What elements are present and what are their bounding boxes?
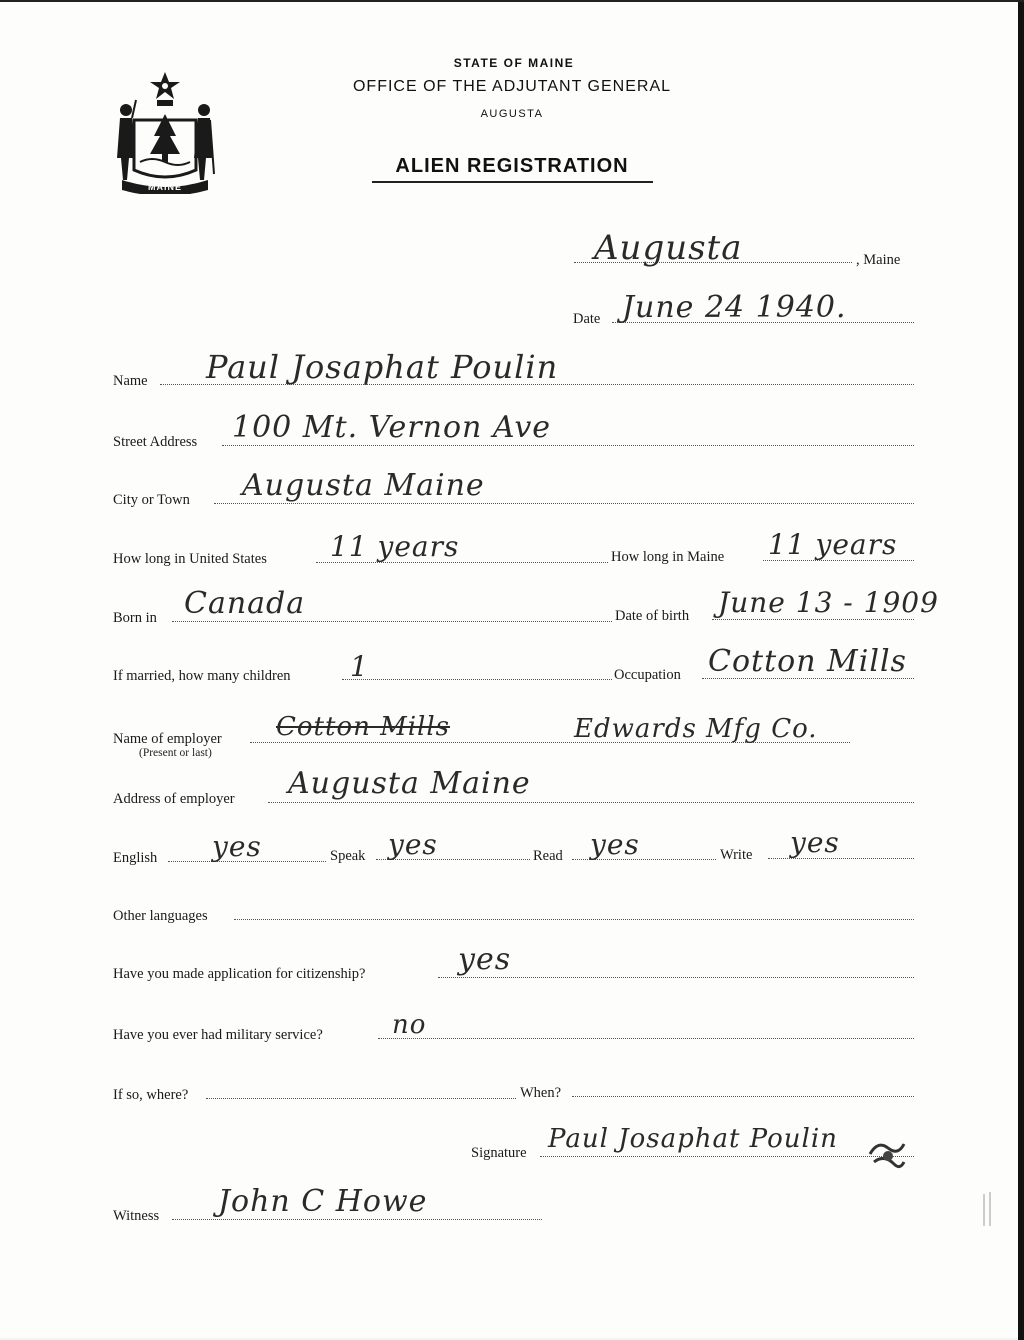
born-in-field-line bbox=[172, 621, 612, 622]
place-label: , Maine bbox=[856, 252, 901, 268]
how-long-us-label: How long in United States bbox=[113, 551, 267, 567]
children-label: If married, how many children bbox=[113, 668, 291, 684]
title-underline bbox=[372, 181, 653, 183]
date-of-birth-label: Date of birth bbox=[615, 608, 690, 624]
military-service-value[interactable]: no bbox=[392, 1010, 427, 1040]
employer-label: Name of employer bbox=[113, 731, 222, 747]
svg-text:MAINE: MAINE bbox=[148, 182, 182, 192]
form-title: ALIEN REGISTRATION bbox=[395, 155, 629, 177]
employer-value[interactable]: Edwards Mfg Co. bbox=[574, 714, 818, 744]
city-or-town-field-line bbox=[214, 503, 914, 504]
military-service-label: Have you ever had military service? bbox=[113, 1027, 323, 1043]
witness-field-line bbox=[172, 1219, 542, 1220]
english-label: English bbox=[113, 850, 158, 866]
other-languages-field-line bbox=[234, 919, 914, 920]
other-languages-label: Other languages bbox=[113, 908, 208, 924]
how-long-us-value[interactable]: 11 years bbox=[330, 530, 460, 563]
speak-value[interactable]: yes bbox=[388, 828, 438, 861]
signature-field-line bbox=[540, 1156, 914, 1157]
read-label: Read bbox=[533, 848, 563, 864]
occupation-value[interactable]: Cotton Mills bbox=[708, 644, 907, 679]
city-or-town-value[interactable]: Augusta Maine bbox=[242, 468, 485, 503]
when-label: When? bbox=[520, 1085, 562, 1101]
citizenship-field-line bbox=[438, 977, 914, 978]
read-value[interactable]: yes bbox=[590, 828, 640, 861]
street-address-label: Street Address bbox=[113, 434, 198, 450]
when-field-line bbox=[572, 1096, 914, 1097]
employer-address-label: Address of employer bbox=[113, 791, 235, 807]
city-or-town-label: City or Town bbox=[113, 492, 190, 508]
street-address-field-line bbox=[222, 445, 914, 446]
citizenship-value[interactable]: yes bbox=[458, 942, 512, 977]
how-long-maine-value[interactable]: 11 years bbox=[768, 528, 898, 561]
write-value[interactable]: yes bbox=[790, 826, 840, 859]
occupation-label: Occupation bbox=[614, 667, 681, 683]
office-heading: OFFICE OF THE ADJUTANT GENERAL bbox=[352, 78, 672, 95]
children-field-line bbox=[342, 679, 612, 680]
born-in-value[interactable]: Canada bbox=[184, 586, 306, 621]
how-long-maine-label: How long in Maine bbox=[611, 549, 725, 565]
signature-value[interactable]: Paul Josaphat Poulin bbox=[548, 1124, 838, 1154]
citizenship-label: Have you made application for citizenship? bbox=[113, 966, 366, 982]
employer-sublabel: (Present or last) bbox=[139, 747, 212, 759]
english-value[interactable]: yes bbox=[212, 830, 262, 863]
street-address-value[interactable]: 100 Mt. Vernon Ave bbox=[232, 410, 552, 445]
if-so-where-field-line bbox=[206, 1098, 516, 1099]
date-of-birth-value[interactable]: June 13 - 1909 bbox=[718, 586, 939, 619]
employer-address-value[interactable]: Augusta Maine bbox=[288, 766, 531, 801]
date-of-birth-field-line bbox=[712, 619, 914, 620]
employer-address-field-line bbox=[268, 802, 914, 803]
city-heading: AUGUSTA bbox=[480, 108, 544, 120]
witness-label: Witness bbox=[113, 1208, 160, 1224]
military-service-field-line bbox=[378, 1038, 914, 1039]
place-value[interactable]: Augusta bbox=[594, 228, 743, 268]
name-label: Name bbox=[113, 373, 148, 389]
date-value[interactable]: June 24 1940. bbox=[622, 290, 847, 325]
children-value[interactable]: 1 bbox=[350, 650, 369, 683]
name-value[interactable]: Paul Josaphat Poulin bbox=[206, 348, 559, 386]
witness-value[interactable]: John C Howe bbox=[218, 1184, 428, 1219]
write-label: Write bbox=[720, 847, 753, 863]
date-label: Date bbox=[573, 311, 601, 327]
scan-edge bbox=[1018, 2, 1024, 1340]
ink-smudge-icon bbox=[866, 1134, 908, 1174]
signature-label: Signature bbox=[471, 1145, 527, 1161]
state-heading: STATE OF MAINE bbox=[453, 56, 575, 70]
speak-label: Speak bbox=[330, 848, 366, 864]
margin-mark-icon bbox=[980, 1190, 994, 1230]
born-in-label: Born in bbox=[113, 610, 157, 626]
employer-struck-value: Cotton Mills bbox=[276, 712, 451, 742]
if-so-where-label: If so, where? bbox=[113, 1087, 189, 1103]
